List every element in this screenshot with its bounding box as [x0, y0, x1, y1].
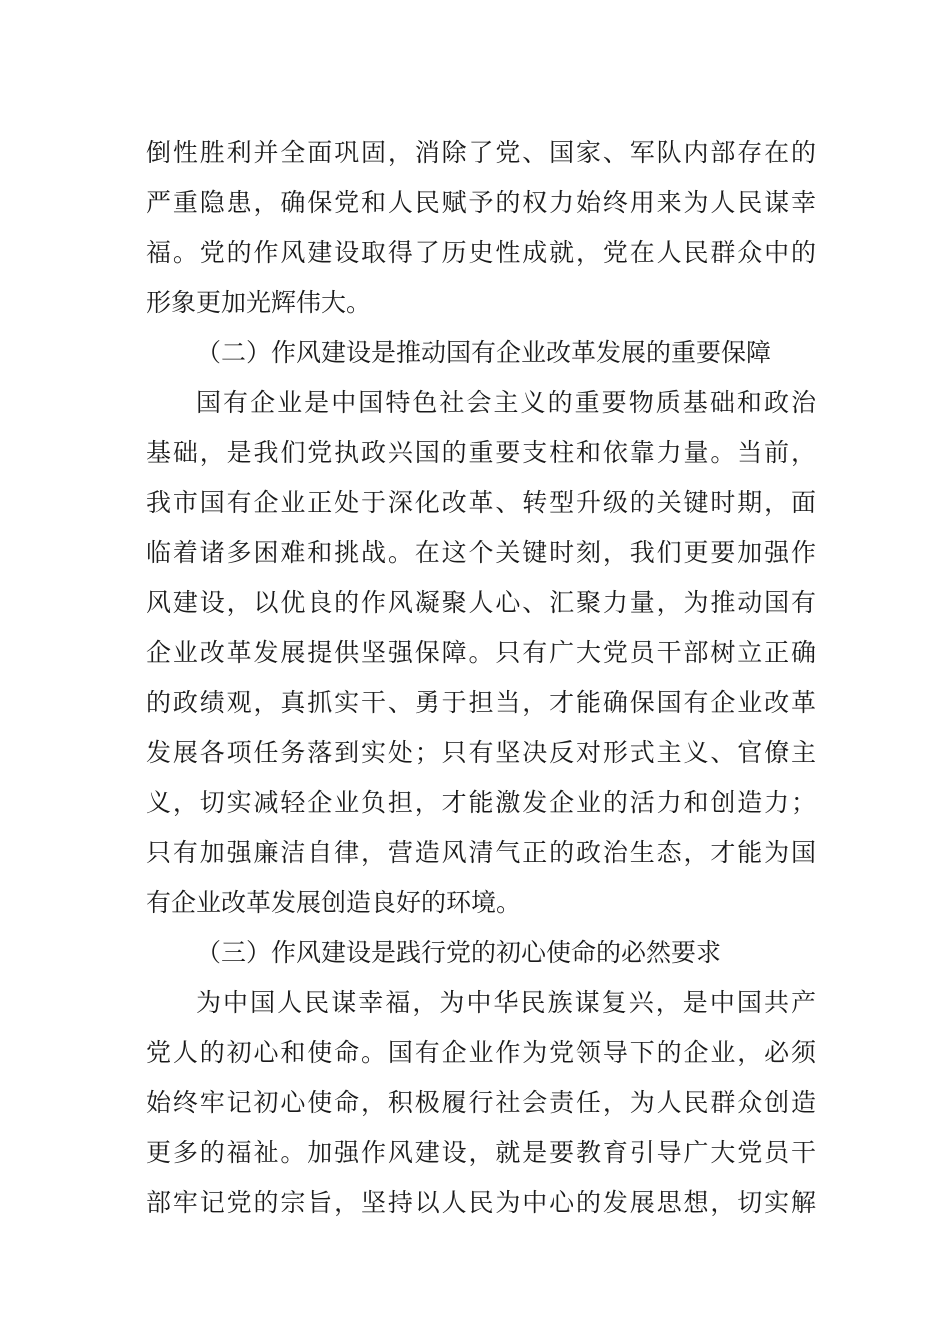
section-heading-3: （三）作风建设是践行党的初心使命的必然要求 — [196, 938, 722, 967]
paragraph-2-line-8: 发展各项任务落到实处；只有坚决反对形式主义、官僚主 — [146, 738, 816, 767]
paragraph-2-line-11: 有企业改革发展创造良好的环境。 — [146, 888, 522, 917]
paragraph-2-line-5: 风建设，以优良的作风凝聚人心、汇聚力量，为推动国有 — [146, 588, 816, 617]
paragraph-3-line-4: 更多的福祉。加强作风建设，就是要教育引导广大党员干 — [146, 1138, 816, 1167]
text-line-4: 形象更加光辉伟大。 — [146, 288, 372, 317]
paragraph-2-line-9: 义，切实减轻企业负担，才能激发企业的活力和创造力； — [146, 788, 816, 817]
section-heading-2: （二）作风建设是推动国有企业改革发展的重要保障 — [196, 338, 772, 367]
paragraph-3-line-5: 部牢记党的宗旨，坚持以人民为中心的发展思想，切实解 — [146, 1188, 816, 1217]
paragraph-2-line-1: 国有企业是中国特色社会主义的重要物质基础和政治 — [196, 388, 816, 417]
paragraph-2-line-2: 基础，是我们党执政兴国的重要支柱和依靠力量。当前， — [146, 438, 816, 467]
paragraph-2-line-6: 企业改革发展提供坚强保障。只有广大党员干部树立正确 — [146, 638, 816, 667]
text-line-2: 严重隐患，确保党和人民赋予的权力始终用来为人民谋幸 — [146, 188, 816, 217]
paragraph-3-line-3: 始终牢记初心使命，积极履行社会责任，为人民群众创造 — [146, 1088, 816, 1117]
paragraph-3-line-1: 为中国人民谋幸福，为中华民族谋复兴，是中国共产 — [196, 988, 816, 1017]
paragraph-2-line-10: 只有加强廉洁自律，营造风清气正的政治生态，才能为国 — [146, 838, 816, 867]
text-line-3: 福。党的作风建设取得了历史性成就，党在人民群众中的 — [146, 238, 816, 267]
paragraph-2-line-4: 临着诸多困难和挑战。在这个关键时刻，我们更要加强作 — [146, 538, 816, 567]
text-line-1: 倒性胜利并全面巩固，消除了党、国家、军队内部存在的 — [146, 138, 816, 167]
paragraph-3-line-2: 党人的初心和使命。国有企业作为党领导下的企业，必须 — [146, 1038, 816, 1067]
paragraph-2-line-7: 的政绩观，真抓实干、勇于担当，才能确保国有企业改革 — [146, 688, 816, 717]
paragraph-2-line-3: 我市国有企业正处于深化改革、转型升级的关键时期，面 — [146, 488, 816, 517]
